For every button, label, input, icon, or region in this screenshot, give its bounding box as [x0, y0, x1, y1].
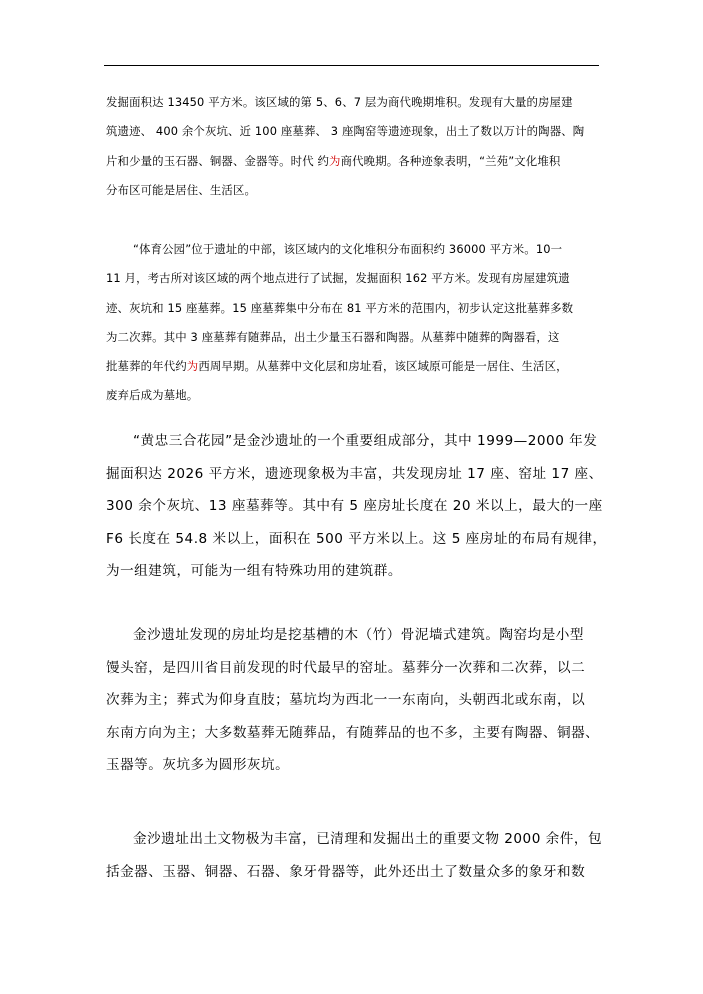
text-segment: 西周早期。从墓葬中文化层和房址看，该区域原可能是一居住、生活区，: [198, 359, 568, 374]
text-line: [106, 355, 602, 384]
text-line: “黄忠三合花园”是金沙遗址的一个重要组成部分，其中 1999—2000 年发: [133, 433, 598, 449]
paragraph-house-and-kiln-features: [106, 624, 602, 787]
text-line: “体育公园”位于遗址的中部，该区域内的文化堆积分布面积约 36000 平方米。10一: [133, 242, 563, 256]
text-line: 11 月，考古所对该区域的两个地点进行了试掘，发掘面积 162 平方米。发现有房屋建筑遗: [106, 271, 570, 286]
paragraph-tiyu-gongyuan: [106, 238, 602, 414]
text-line: 金沙遗址出土文物极为丰富，已清理和发掘出土的重要文物 2000 余件，包: [133, 831, 603, 847]
text-line: 东南方向为主；大多数墓葬无随葬品，有随葬品的也不多，主要有陶器、铜器、: [106, 724, 600, 741]
text-segment: 批墓葬的年代约: [106, 359, 187, 374]
text-line: 次葬为主；葬式为仰身直肢；墓坑均为西北一一东南向，头朝西北或东南，以: [106, 692, 586, 709]
header-rule: [104, 65, 599, 66]
text-line: 筑遗迹、 400 余个灰坑、近 100 座墓葬、 3 座陶窑等遗迹现象，出土了数以万计的陶器、陶: [106, 124, 585, 139]
text-line: 发掘面积达 13450 平方米。该区域的第 5、6、7 层为商代晚期堆积。发现有大量的房屋建: [106, 95, 573, 109]
text-line: 掘面积达 2026 平方米，遗迹现象极为丰富，共发现房址 17 座、窑址 17 座、: [106, 465, 603, 482]
text-line: 分布区可能是居住、生活区。: [106, 182, 257, 197]
paragraph-unearthed-relics: [106, 828, 602, 893]
text-line: 迹、灰坑和 15 座墓葬。15 座墓葬集中分布在 81 平方米的范围内，初步认定这批墓葬多数: [106, 300, 574, 315]
text-line: 为一组建筑，可能为一组有特殊功用的建筑群。: [106, 563, 402, 580]
paragraph-lanyuan: [106, 91, 602, 208]
text-segment: 片和少量的玉石器、铜器、金器等。时代 约: [106, 153, 330, 168]
text-line: 金沙遗址发现的房址均是挖基槽的木（竹）骨泥墙式建筑。陶窑均是小型: [133, 627, 584, 643]
text-line: 为二次葬。其中 3 座墓葬有随葬品，出土少量玉石器和陶器。从墓葬中随葬的陶器看，这: [106, 329, 560, 344]
text-line: F6 长度在 54.8 米以上，面积在 500 平方米以上。这 5 座房址的布局有规律，: [106, 530, 607, 547]
text-line: 馒头窑，是四川省目前发现的时代最早的窑址。墓葬分一次葬和二次葬，以二: [106, 659, 586, 676]
text-segment: 商代晚期。各种迹象表明，“兰苑”文化堆积: [340, 153, 561, 168]
text-line: 括金器、玉器、铜器、石器、象牙骨器等，此外还出土了数量众多的象牙和数: [106, 863, 586, 880]
text-line: [106, 150, 602, 179]
text-line: 300 余个灰坑、13 座墓葬等。其中有 5 座房址长度在 20 米以上，最大的一座: [106, 498, 603, 515]
highlighted-char: 为: [186, 359, 199, 374]
highlighted-char: 为: [329, 153, 341, 168]
paragraph-huangzhong-sanhe-huayuan: [106, 430, 607, 593]
text-line: 玉器等。灰坑多为圆形灰坑。: [106, 757, 290, 774]
text-line: 废弃后成为墓地。: [106, 388, 199, 403]
